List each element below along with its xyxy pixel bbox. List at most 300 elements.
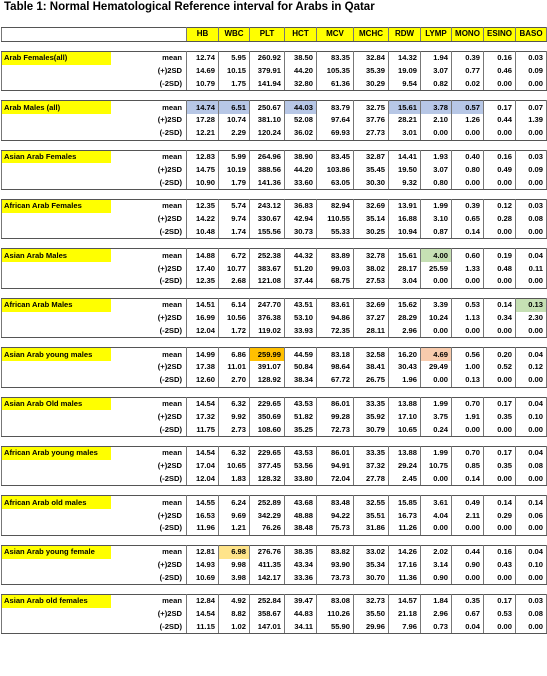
value-cell: 0.00 <box>421 374 452 387</box>
stat-label: (-2SD) <box>111 522 187 535</box>
value-cell: 1.39 <box>516 114 547 127</box>
value-cell: 43.53 <box>285 397 317 410</box>
value-cell: 358.67 <box>250 608 285 621</box>
value-cell: 1.96 <box>389 374 421 387</box>
value-cell: 250.67 <box>250 101 285 114</box>
value-cell: 53.10 <box>285 312 317 325</box>
value-cell: 38.90 <box>285 150 317 163</box>
header-mono: MONO <box>452 28 484 42</box>
value-cell: 29.24 <box>389 460 421 473</box>
value-cell: 0.28 <box>484 213 516 226</box>
value-cell: 0.48 <box>484 262 516 275</box>
value-cell: 86.01 <box>317 446 354 459</box>
value-cell: 82.94 <box>317 199 354 212</box>
value-cell: 229.65 <box>250 397 285 410</box>
value-cell: 32.75 <box>354 101 389 114</box>
value-cell: 72.04 <box>317 473 354 486</box>
stat-label: (+)2SD <box>111 608 187 621</box>
value-cell: 1.94 <box>421 51 452 64</box>
value-cell: 0.04 <box>516 348 547 361</box>
value-cell: 72.73 <box>317 423 354 436</box>
value-cell: 6.86 <box>219 348 250 361</box>
value-cell: 30.30 <box>354 176 389 189</box>
value-cell: 0.73 <box>421 621 452 634</box>
value-cell: 141.36 <box>250 176 285 189</box>
value-cell: 31.86 <box>354 522 389 535</box>
value-cell: 6.72 <box>219 249 250 262</box>
group-spacer <box>2 486 547 496</box>
value-cell: 0.00 <box>484 77 516 90</box>
group-label-empty <box>2 460 111 473</box>
value-cell: 32.69 <box>354 199 389 212</box>
value-cell: 3.98 <box>219 571 250 584</box>
stat-label: (-2SD) <box>111 473 187 486</box>
value-cell: 30.73 <box>285 226 317 239</box>
value-cell: 0.00 <box>452 127 484 140</box>
value-cell: 259.99 <box>250 348 285 361</box>
value-cell: 12.04 <box>187 473 219 486</box>
value-cell: 50.84 <box>285 361 317 374</box>
value-cell: 350.69 <box>250 410 285 423</box>
group-spacer <box>2 239 547 249</box>
value-cell: 43.34 <box>285 559 317 572</box>
value-cell: 0.40 <box>452 150 484 163</box>
value-cell: 1.21 <box>219 522 250 535</box>
value-cell: 83.48 <box>317 496 354 509</box>
value-cell: 38.35 <box>285 545 317 558</box>
value-cell: 103.86 <box>317 163 354 176</box>
value-cell: 9.92 <box>219 410 250 423</box>
value-cell: 0.56 <box>452 348 484 361</box>
spacer-cell <box>2 91 547 101</box>
value-cell: 32.80 <box>285 77 317 90</box>
stat-label: (-2SD) <box>111 176 187 189</box>
value-cell: 2.29 <box>219 127 250 140</box>
value-cell: 37.32 <box>354 460 389 473</box>
value-cell: 342.29 <box>250 509 285 522</box>
value-cell: 0.80 <box>452 163 484 176</box>
group-label: African Arab Males <box>2 298 111 311</box>
value-cell: 1.75 <box>219 77 250 90</box>
value-cell: 0.14 <box>516 496 547 509</box>
value-cell: 0.00 <box>516 176 547 189</box>
table-row <box>2 496 547 509</box>
value-cell: 10.75 <box>421 460 452 473</box>
value-cell: 0.44 <box>484 114 516 127</box>
value-cell: 19.50 <box>389 163 421 176</box>
table-row <box>2 226 547 239</box>
spacer-cell <box>2 189 547 199</box>
group-label-empty <box>2 312 111 325</box>
table-row <box>2 374 547 387</box>
value-cell: 110.55 <box>317 213 354 226</box>
value-cell: 252.84 <box>250 595 285 608</box>
table-title: Table 1: Normal Hematological Reference interval for Arabs in Qatar <box>4 1 375 13</box>
stat-label: (-2SD) <box>111 77 187 90</box>
group-label: Arab Males (all) <box>2 101 111 114</box>
value-cell: 388.56 <box>250 163 285 176</box>
stat-label: mean <box>111 298 187 311</box>
group-label-empty <box>2 114 111 127</box>
group-label: African Arab old males <box>2 496 111 509</box>
group-label-empty <box>2 423 111 436</box>
spacer-cell <box>2 140 547 150</box>
value-cell: 0.04 <box>452 621 484 634</box>
value-cell: 83.18 <box>317 348 354 361</box>
value-cell: 0.08 <box>516 213 547 226</box>
header-plt: PLT <box>250 28 285 42</box>
value-cell: 247.70 <box>250 298 285 311</box>
value-cell: 141.94 <box>250 77 285 90</box>
value-cell: 10.90 <box>187 176 219 189</box>
value-cell: 36.83 <box>285 199 317 212</box>
value-cell: 1.26 <box>452 114 484 127</box>
value-cell: 33.36 <box>285 571 317 584</box>
stat-label: (-2SD) <box>111 423 187 436</box>
table-row <box>2 298 547 311</box>
value-cell: 17.28 <box>187 114 219 127</box>
value-cell: 37.27 <box>354 312 389 325</box>
value-cell: 0.16 <box>484 51 516 64</box>
value-cell: 14.54 <box>187 397 219 410</box>
value-cell: 381.10 <box>250 114 285 127</box>
value-cell: 44.20 <box>285 163 317 176</box>
value-cell: 55.90 <box>317 621 354 634</box>
value-cell: 32.55 <box>354 496 389 509</box>
value-cell: 0.03 <box>516 199 547 212</box>
value-cell: 75.73 <box>317 522 354 535</box>
table-row <box>2 559 547 572</box>
group-label-empty <box>2 509 111 522</box>
group-label-empty <box>2 77 111 90</box>
value-cell: 264.96 <box>250 150 285 163</box>
value-cell: 44.20 <box>285 65 317 78</box>
value-cell: 14.22 <box>187 213 219 226</box>
stat-label: mean <box>111 348 187 361</box>
value-cell: 0.14 <box>484 496 516 509</box>
group-label-empty <box>2 410 111 423</box>
value-cell: 30.79 <box>354 423 389 436</box>
table-row <box>2 410 547 423</box>
value-cell: 14.93 <box>187 559 219 572</box>
value-cell: 0.57 <box>452 101 484 114</box>
value-cell: 0.14 <box>452 473 484 486</box>
table-row <box>2 275 547 288</box>
group-label: Asian Arab Females <box>2 150 111 163</box>
value-cell: 61.36 <box>317 77 354 90</box>
value-cell: 6.98 <box>219 545 250 558</box>
value-cell: 0.00 <box>421 522 452 535</box>
value-cell: 94.86 <box>317 312 354 325</box>
value-cell: 10.94 <box>389 226 421 239</box>
value-cell: 2.30 <box>516 312 547 325</box>
value-cell: 33.93 <box>285 324 317 337</box>
spacer-cell <box>2 288 547 298</box>
value-cell: 3.07 <box>421 65 452 78</box>
value-cell: 0.16 <box>484 545 516 558</box>
value-cell: 3.78 <box>421 101 452 114</box>
value-cell: 48.88 <box>285 509 317 522</box>
value-cell: 0.14 <box>484 298 516 311</box>
value-cell: 119.02 <box>250 324 285 337</box>
group-spacer <box>2 41 547 51</box>
value-cell: 0.00 <box>516 374 547 387</box>
table-row <box>2 571 547 584</box>
header-empty-cell <box>111 28 187 42</box>
table-row <box>2 324 547 337</box>
value-cell: 1.79 <box>219 176 250 189</box>
value-cell: 28.21 <box>389 114 421 127</box>
value-cell: 229.65 <box>250 446 285 459</box>
value-cell: 39.47 <box>285 595 317 608</box>
value-cell: 86.01 <box>317 397 354 410</box>
stat-label: (+)2SD <box>111 213 187 226</box>
value-cell: 12.04 <box>187 324 219 337</box>
value-cell: 0.35 <box>484 410 516 423</box>
value-cell: 14.26 <box>389 545 421 558</box>
value-cell: 0.00 <box>516 324 547 337</box>
group-label-empty <box>2 176 111 189</box>
value-cell: 4.00 <box>421 249 452 262</box>
value-cell: 105.35 <box>317 65 354 78</box>
value-cell: 38.02 <box>354 262 389 275</box>
stat-label: mean <box>111 101 187 114</box>
value-cell: 1.13 <box>452 312 484 325</box>
value-cell: 13.88 <box>389 446 421 459</box>
value-cell: 29.49 <box>421 361 452 374</box>
value-cell: 12.84 <box>187 595 219 608</box>
value-cell: 14.74 <box>187 101 219 114</box>
value-cell: 3.75 <box>421 410 452 423</box>
value-cell: 0.44 <box>452 545 484 558</box>
value-cell: 12.81 <box>187 545 219 558</box>
value-cell: 63.05 <box>317 176 354 189</box>
table-row <box>2 199 547 212</box>
value-cell: 16.53 <box>187 509 219 522</box>
value-cell: 38.48 <box>285 522 317 535</box>
value-cell: 0.06 <box>516 509 547 522</box>
value-cell: 2.11 <box>452 509 484 522</box>
table-row <box>2 423 547 436</box>
stat-label: (-2SD) <box>111 324 187 337</box>
value-cell: 2.02 <box>421 545 452 558</box>
spacer-cell <box>2 486 547 496</box>
value-cell: 28.17 <box>389 262 421 275</box>
group-spacer <box>2 535 547 545</box>
value-cell: 43.53 <box>285 446 317 459</box>
stat-label: mean <box>111 150 187 163</box>
value-cell: 6.24 <box>219 496 250 509</box>
value-cell: 0.00 <box>484 275 516 288</box>
value-cell: 10.77 <box>219 262 250 275</box>
value-cell: 0.19 <box>484 249 516 262</box>
value-cell: 1.84 <box>421 595 452 608</box>
value-cell: 10.65 <box>389 423 421 436</box>
value-cell: 4.04 <box>421 509 452 522</box>
stat-label: mean <box>111 496 187 509</box>
stat-label: (+)2SD <box>111 410 187 423</box>
value-cell: 0.00 <box>516 571 547 584</box>
stat-label: mean <box>111 51 187 64</box>
value-cell: 44.83 <box>285 608 317 621</box>
table-body <box>2 28 547 634</box>
value-cell: 27.73 <box>354 127 389 140</box>
group-label-empty <box>2 608 111 621</box>
value-cell: 35.14 <box>354 213 389 226</box>
group-label-empty <box>2 127 111 140</box>
value-cell: 0.03 <box>516 150 547 163</box>
value-cell: 0.00 <box>421 473 452 486</box>
value-cell: 37.76 <box>354 114 389 127</box>
group-label-empty <box>2 65 111 78</box>
group-spacer <box>2 436 547 446</box>
stat-label: (+)2SD <box>111 361 187 374</box>
value-cell: 32.84 <box>354 51 389 64</box>
stat-label: (+)2SD <box>111 65 187 78</box>
value-cell: 0.29 <box>484 509 516 522</box>
value-cell: 0.00 <box>484 176 516 189</box>
value-cell: 0.20 <box>484 348 516 361</box>
value-cell: 0.00 <box>452 324 484 337</box>
value-cell: 0.00 <box>484 324 516 337</box>
value-cell: 42.94 <box>285 213 317 226</box>
header-wbc: WBC <box>219 28 250 42</box>
value-cell: 33.80 <box>285 473 317 486</box>
spacer-cell <box>2 41 547 51</box>
header-rdw: RDW <box>389 28 421 42</box>
value-cell: 11.15 <box>187 621 219 634</box>
value-cell: 14.75 <box>187 163 219 176</box>
value-cell: 17.38 <box>187 361 219 374</box>
header-lymp: LYMP <box>421 28 452 42</box>
group-spacer <box>2 387 547 397</box>
value-cell: 1.74 <box>219 226 250 239</box>
group-label: Asian Arab young males <box>2 348 111 361</box>
group-label-empty <box>2 571 111 584</box>
value-cell: 0.00 <box>516 275 547 288</box>
value-cell: 44.32 <box>285 249 317 262</box>
value-cell: 0.04 <box>516 545 547 558</box>
value-cell: 11.01 <box>219 361 250 374</box>
value-cell: 0.09 <box>516 65 547 78</box>
value-cell: 83.89 <box>317 249 354 262</box>
value-cell: 43.51 <box>285 298 317 311</box>
value-cell: 5.74 <box>219 199 250 212</box>
stat-label: (+)2SD <box>111 262 187 275</box>
table-row <box>2 509 547 522</box>
value-cell: 1.83 <box>219 473 250 486</box>
value-cell: 0.17 <box>484 397 516 410</box>
value-cell: 32.78 <box>354 249 389 262</box>
value-cell: 6.51 <box>219 101 250 114</box>
value-cell: 0.12 <box>484 199 516 212</box>
stat-label: (-2SD) <box>111 226 187 239</box>
value-cell: 35.50 <box>354 608 389 621</box>
value-cell: 330.67 <box>250 213 285 226</box>
value-cell: 0.09 <box>516 163 547 176</box>
value-cell: 1.00 <box>452 361 484 374</box>
value-cell: 1.91 <box>452 410 484 423</box>
value-cell: 27.78 <box>354 473 389 486</box>
value-cell: 16.73 <box>389 509 421 522</box>
table-row <box>2 397 547 410</box>
value-cell: 0.60 <box>452 249 484 262</box>
value-cell: 0.77 <box>452 65 484 78</box>
value-cell: 99.03 <box>317 262 354 275</box>
value-cell: 15.85 <box>389 496 421 509</box>
value-cell: 17.32 <box>187 410 219 423</box>
value-cell: 32.87 <box>354 150 389 163</box>
value-cell: 9.74 <box>219 213 250 226</box>
value-cell: 0.39 <box>452 199 484 212</box>
value-cell: 10.74 <box>219 114 250 127</box>
group-spacer <box>2 91 547 101</box>
value-cell: 0.00 <box>452 275 484 288</box>
value-cell: 0.35 <box>484 460 516 473</box>
value-cell: 276.76 <box>250 545 285 558</box>
value-cell: 3.04 <box>389 275 421 288</box>
value-cell: 2.96 <box>421 608 452 621</box>
value-cell: 27.53 <box>354 275 389 288</box>
stat-label: (-2SD) <box>111 571 187 584</box>
header-baso: BASO <box>516 28 547 42</box>
value-cell: 44.03 <box>285 101 317 114</box>
value-cell: 6.14 <box>219 298 250 311</box>
value-cell: 0.70 <box>452 446 484 459</box>
value-cell: 1.93 <box>421 150 452 163</box>
value-cell: 3.07 <box>421 163 452 176</box>
group-label-empty <box>2 361 111 374</box>
value-cell: 10.48 <box>187 226 219 239</box>
value-cell: 33.02 <box>354 545 389 558</box>
header-mcv: MCV <box>317 28 354 42</box>
value-cell: 52.08 <box>285 114 317 127</box>
value-cell: 83.79 <box>317 101 354 114</box>
stat-label: (+)2SD <box>111 163 187 176</box>
table-row <box>2 460 547 473</box>
value-cell: 26.75 <box>354 374 389 387</box>
value-cell: 2.73 <box>219 423 250 436</box>
value-cell: 68.75 <box>317 275 354 288</box>
value-cell: 0.08 <box>516 460 547 473</box>
table-row <box>2 473 547 486</box>
table-row <box>2 249 547 262</box>
value-cell: 0.46 <box>484 65 516 78</box>
table-row <box>2 77 547 90</box>
value-cell: 98.64 <box>317 361 354 374</box>
table-row <box>2 545 547 558</box>
value-cell: 377.45 <box>250 460 285 473</box>
value-cell: 0.00 <box>452 176 484 189</box>
value-cell: 1.72 <box>219 324 250 337</box>
value-cell: 252.38 <box>250 249 285 262</box>
table-row <box>2 213 547 226</box>
value-cell: 9.54 <box>389 77 421 90</box>
value-cell: 29.96 <box>354 621 389 634</box>
value-cell: 14.51 <box>187 298 219 311</box>
value-cell: 10.19 <box>219 163 250 176</box>
value-cell: 2.45 <box>389 473 421 486</box>
stat-label: (+)2SD <box>111 114 187 127</box>
value-cell: 1.99 <box>421 446 452 459</box>
header-hct: HCT <box>285 28 317 42</box>
value-cell: 0.90 <box>421 571 452 584</box>
stat-label: (+)2SD <box>111 460 187 473</box>
table-row <box>2 262 547 275</box>
value-cell: 0.00 <box>484 423 516 436</box>
value-cell: 0.00 <box>516 522 547 535</box>
value-cell: 0.39 <box>452 51 484 64</box>
